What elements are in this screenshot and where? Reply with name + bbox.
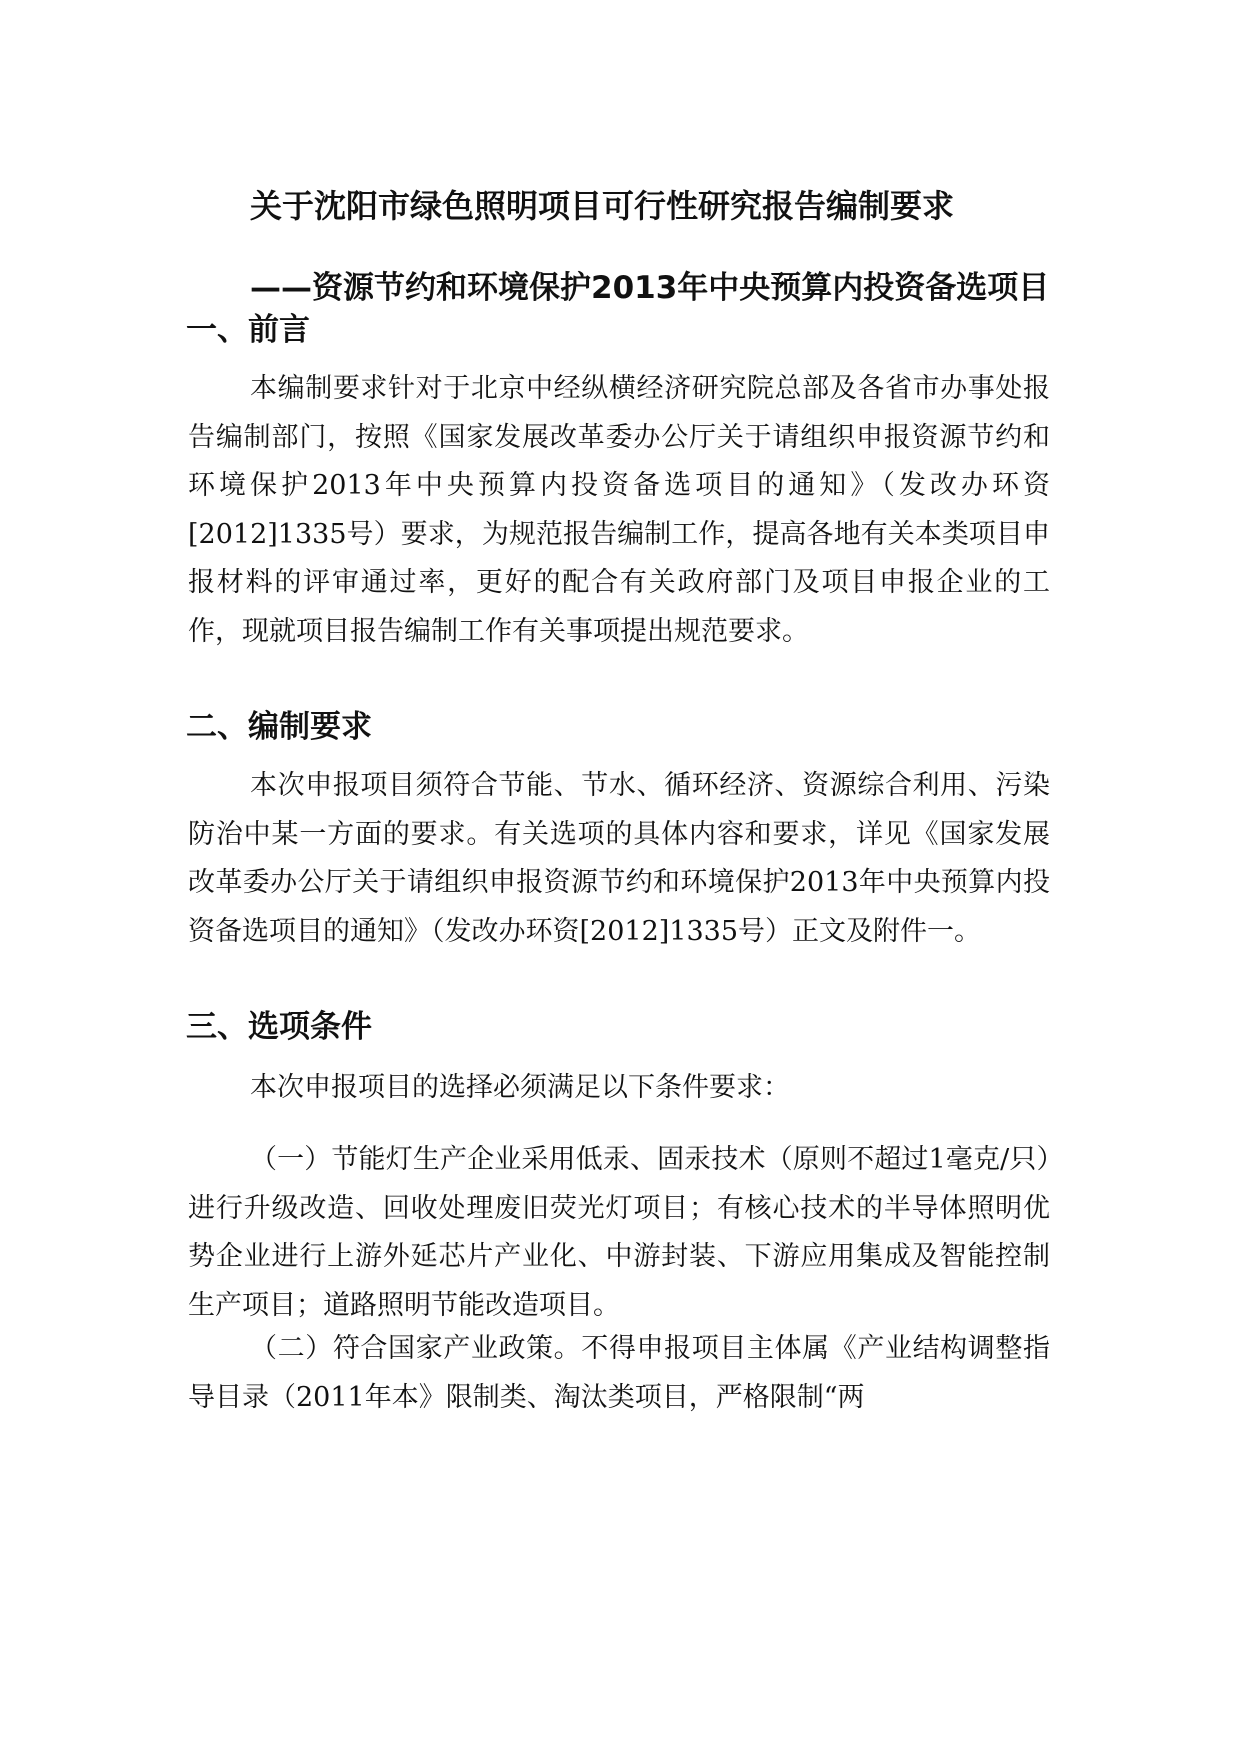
section-heading-conditions: 三、选项条件: [186, 1009, 372, 1045]
section-heading-requirements: 二、编制要求: [186, 709, 372, 745]
conditions-item-2-paragraph: （二）符合国家产业政策。不得申报项目主体属《产业结构调整指导目录（2011年本》限制类、淘汰类项目，严格限制“两: [188, 1333, 1050, 1413]
document-subtitle: ——资源节约和环境保护2013年中央预算内投资备选项目: [250, 270, 1050, 306]
conditions-intro-paragraph: 本次申报项目的选择必须满足以下条件要求：: [250, 1072, 790, 1103]
document-title: 关于沈阳市绿色照明项目可行性研究报告编制要求: [250, 187, 955, 225]
conditions-item-1-paragraph: （一）节能灯生产企业采用低汞、固汞技术（原则不超过1毫克/只）进行升级改造、回收处理废旧荧光灯项目；有核心技术的半导体照明优势企业进行上游外延芯片产业化、中游封装、下游应用集成及智能控制生产项目；道路照明节能改造项目。: [188, 1144, 1050, 1321]
section-heading-preface: 一、前言: [186, 312, 310, 348]
requirements-paragraph: 本次申报项目须符合节能、节水、循环经济、资源综合利用、污染防治中某一方面的要求。有关选项的具体内容和要求，详见《国家发展改革委办公厅关于请组织申报资源节约和环境保护2013年中央预算内投资备选项目的通知》（发改办环资[2012]1335号）正文及附件一。: [188, 770, 1050, 947]
preface-paragraph: 本编制要求针对于北京中经纵横经济研究院总部及各省市办事处报告编制部门，按照《国家发展改革委办公厅关于请组织申报资源节约和环境保护2013年中央预算内投资备选项目的通知》（发改办环资[2012]1335号）要求，为规范报告编制工作，提高各地有关本类项目申报材料的评审通过率，更好的配合有关政府部门及项目申报企业的工作，现就项目报告编制工作有关事项提出规范要求。: [188, 373, 1050, 647]
